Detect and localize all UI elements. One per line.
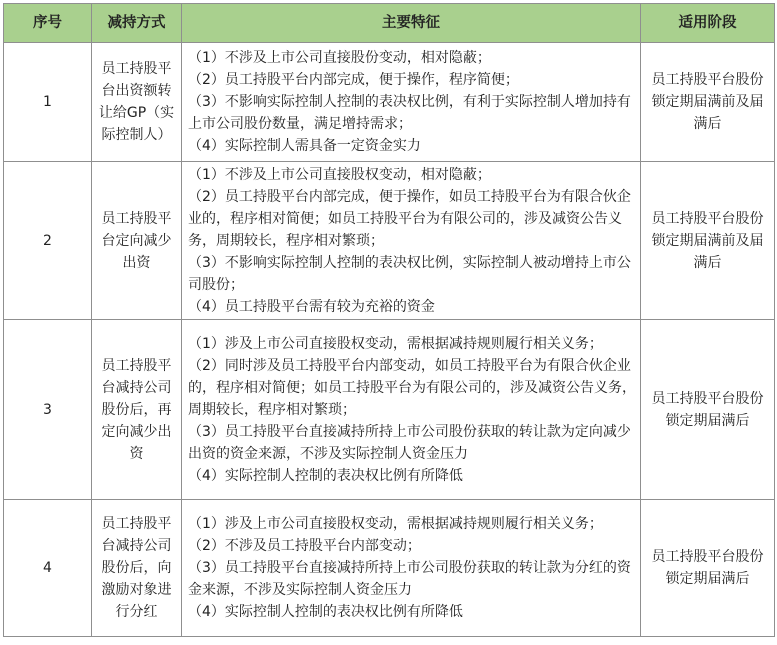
feature-item: （2）同时涉及员工持股平台内部变动，如员工持股平台为有限合伙企业的，程序相对简便；如员工持股平台为有限公司的，涉及减资公告义务，周期较长，程序相对繁琐； bbox=[188, 357, 636, 418]
feature-item: （4）员工持股平台需有较为充裕的资金 bbox=[188, 298, 435, 315]
feature-item: （3）不影响实际控制人控制的表决权比例，实际控制人被动增持上市公司股份； bbox=[188, 254, 631, 293]
main-features bbox=[182, 500, 641, 637]
reduction-method: 员工持股平台定向减少出资 bbox=[92, 162, 182, 320]
header-method: 减持方式 bbox=[92, 4, 182, 43]
reduction-methods-table bbox=[3, 3, 775, 637]
header-stage: 适用阶段 bbox=[641, 4, 775, 43]
feature-item: （4）实际控制人控制的表决权比例有所降低 bbox=[188, 604, 463, 620]
feature-item: （2）员工持股平台内部完成，便于操作，如员工持股平台为有限合伙企业的，程序相对简便；如员工持股平台为有限公司的，涉及减资公告义务，周期较长，程序相对繁琐； bbox=[188, 188, 631, 249]
applicable-stage: 员工持股平台股份锁定期届满前及届满后 bbox=[641, 43, 775, 162]
feature-item: （4）实际控制人控制的表决权比例有所降低 bbox=[188, 467, 463, 484]
table-header-row bbox=[4, 4, 775, 43]
table-row bbox=[4, 43, 775, 162]
feature-item: （2）不涉及员工持股平台内部变动； bbox=[188, 538, 421, 554]
reduction-method: 员工持股平台出资额转让给GP（实际控制人） bbox=[92, 43, 182, 162]
reduction-method: 员工持股平台减持公司股份后，向激励对象进行分红 bbox=[92, 500, 182, 637]
feature-item: （1）不涉及上市公司直接股份变动，相对隐蔽； bbox=[188, 50, 491, 66]
feature-item: （3）员工持股平台直接减持所持上市公司股份获取的转让款为定向减少出资的资金来源，不涉及实际控制人资金压力 bbox=[188, 423, 631, 462]
header-no: 序号 bbox=[4, 4, 92, 43]
applicable-stage: 员工持股平台股份锁定期届满前及届满后 bbox=[641, 162, 775, 320]
table-row bbox=[4, 500, 775, 637]
row-number: 3 bbox=[4, 320, 92, 500]
table-row bbox=[4, 320, 775, 500]
feature-item: （4）实际控制人需具备一定资金实力 bbox=[188, 138, 421, 154]
feature-item: （1）不涉及上市公司直接股权变动，相对隐蔽； bbox=[188, 166, 491, 183]
feature-item: （3）不影响实际控制人控制的表决权比例，有利于实际控制人增加持有上市公司股份数量，满足增持需求； bbox=[188, 94, 631, 132]
applicable-stage: 员工持股平台股份锁定期届满后 bbox=[641, 500, 775, 637]
table-row bbox=[4, 162, 775, 320]
main-features bbox=[182, 320, 641, 500]
header-features: 主要特征 bbox=[182, 4, 641, 43]
feature-item: （1）涉及上市公司直接股权变动，需根据减持规则履行相关义务； bbox=[188, 335, 603, 352]
feature-item: （3）员工持股平台直接减持所持上市公司股份获取的转让款为分红的资金来源，不涉及实际控制人资金压力 bbox=[188, 560, 631, 598]
row-number: 1 bbox=[4, 43, 92, 162]
applicable-stage: 员工持股平台股份锁定期届满后 bbox=[641, 320, 775, 500]
reduction-method: 员工持股平台减持公司股份后，再定向减少出资 bbox=[92, 320, 182, 500]
row-number: 4 bbox=[4, 500, 92, 637]
main-features bbox=[182, 162, 641, 320]
feature-item: （1）涉及上市公司直接股权变动，需根据减持规则履行相关义务； bbox=[188, 516, 603, 532]
main-features bbox=[182, 43, 641, 162]
row-number: 2 bbox=[4, 162, 92, 320]
feature-item: （2）员工持股平台内部完成，便于操作，程序简便； bbox=[188, 72, 519, 88]
